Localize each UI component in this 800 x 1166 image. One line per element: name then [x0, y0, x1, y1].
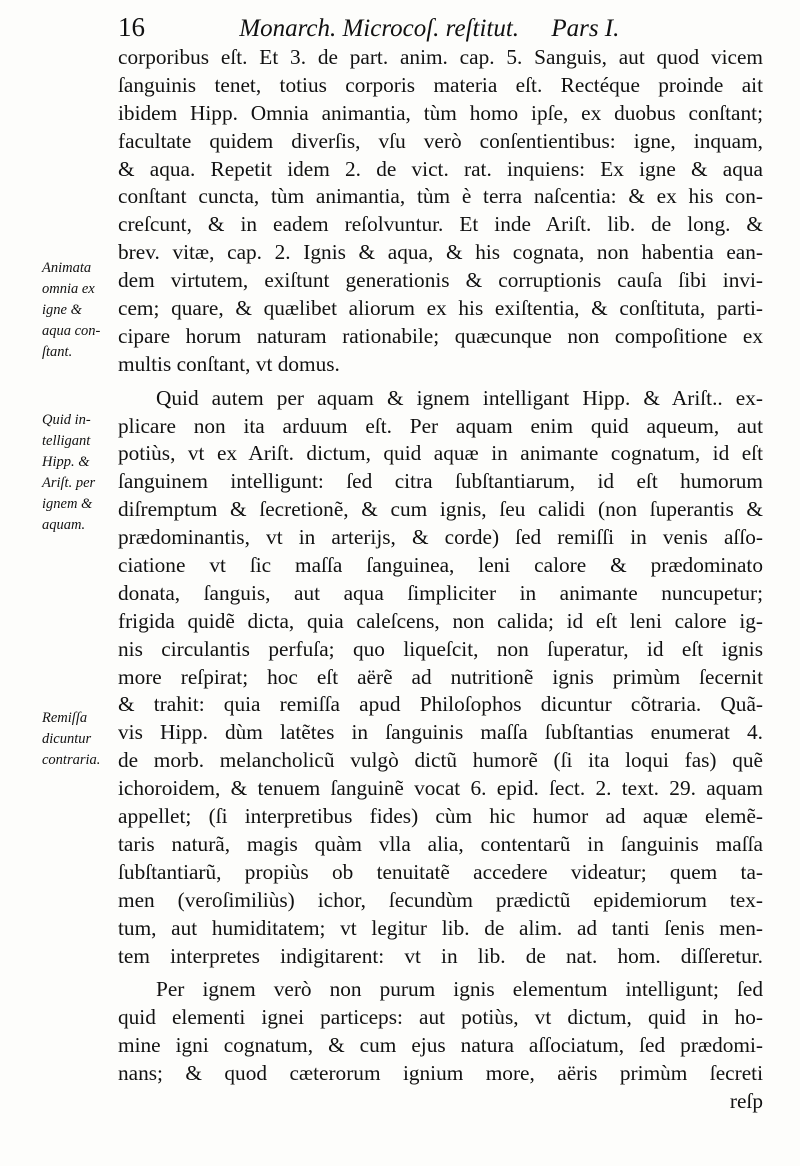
text-line: ſubſtantiarũ, propiùs ob tenuitatẽ accedere videatur; quem ta- — [118, 859, 763, 884]
text-line: conſtant cuncta, tùm animantia, tùm è terra naſcentia: & ex his con- — [118, 184, 763, 209]
text-line: more reſpirat; hoc eſt aërẽ ad nutritionẽ ignis primùm ſecernit — [118, 664, 763, 689]
text-line: donata, ſanguis, aut aqua ſimpliciter in animante nuncupetur; — [118, 580, 763, 605]
marginal-note-line: Animata — [42, 260, 92, 276]
marginal-note-line: contraria. — [42, 752, 101, 768]
text-line: ſanguinis tenet, totius corporis materia eſt. Rectéque proinde ait — [118, 72, 763, 97]
text-line: tem interpretes indigitarent: vt in lib. de nat. hom. diſſeretur. — [118, 943, 763, 968]
marginal-note-line: aquam. — [42, 517, 86, 533]
marginal-note — [42, 258, 122, 363]
text-line: ſanguinem intelligunt: ſed citra ſubſtantiarum, id eſt humorum — [118, 469, 763, 494]
paragraph-start: Per ignem verò non purum ignis elementum intelligunt; ſed — [156, 977, 763, 1002]
text-line: appellet; (ſi interpretibus fides) cùm hic humor ad aquæ elemẽ- — [118, 804, 763, 829]
marginal-note-line: ſtant. — [42, 344, 73, 360]
text-line: vis Hipp. dùm latẽtes in ſanguinis maſſa ſubſtantias enumerat 4. — [118, 720, 763, 745]
text-line: multis conſtant, vt domus. — [118, 351, 340, 376]
marginal-note-line: igne & — [42, 302, 82, 318]
text-line: & aqua. Repetit idem 2. de vict. rat. inquiens: Ex igne & aqua — [118, 156, 763, 181]
page-number: 16 — [118, 12, 145, 42]
text-line: ichoroidem, & tenuem ſanguinẽ vocat 6. epid. ſect. 2. text. 29. aquam — [118, 776, 763, 801]
main-text — [118, 44, 763, 1116]
text-line: prædominantis, vt in arterijs, & corde) ſed remiſſi in venis aſſo- — [118, 525, 763, 550]
marginal-note — [42, 708, 122, 771]
text-line: cem; quare, & quælibet aliorum ex his exiſtentia, & conſtituta, parti- — [118, 296, 763, 321]
text-line: nans; & quod cæterorum ignium more, aëris primùm ſecreti — [118, 1061, 763, 1086]
marginal-note-line: omnia ex — [42, 281, 95, 297]
marginal-note — [42, 410, 122, 536]
marginal-note-line: Quid in- — [42, 412, 91, 428]
text-line: frigida quidẽ dicta, quia caleſcens, non calida; id eſt leni calore ig- — [118, 608, 763, 633]
text-line: creſcunt, & in eadem reſolvuntur. Et inde Ariſt. lib. de long. & — [118, 212, 763, 237]
marginal-note-line: Hipp. & — [42, 454, 90, 470]
text-line: brev. vitæ, cap. 2. Ignis & aqua, & his cognata, non habentia ean- — [118, 240, 763, 265]
marginal-note-line: ignem & — [42, 496, 93, 512]
running-header — [118, 12, 758, 43]
text-line: facultate quidem diverſis, vſu verò conſentientibus: igne, inquam, — [118, 128, 763, 153]
text-line: dem virtutem, exiſtunt generationis & corruptionis cauſa ſibi invi- — [118, 268, 763, 293]
text-line: men (veroſimiliùs) ichor, ſecundùm prædictũ epidemiorum tex- — [118, 887, 763, 912]
marginal-note-line: Ariſt. per — [42, 475, 96, 491]
text-line: cipare horum naturam rationabile; quæcunque non compoſitione ex — [118, 323, 763, 348]
marginal-note-line: telligant — [42, 433, 91, 449]
text-line: diſremptum & ſecretionẽ, & cum ignis, ſeu calidi (non ſuperantis & — [118, 497, 763, 522]
text-line: taris naturã, magis quàm vlla alia, contentarũ in ſanguinis maſſa — [118, 831, 763, 856]
text-line: quid elementi ignei particeps: aut potiùs, vt dictum, quid in ho- — [118, 1005, 763, 1030]
text-line: potiùs, vt ex Ariſt. dictum, quid aquæ in animante cognatum, id eſt — [118, 441, 763, 466]
part-label: Pars I. — [551, 15, 620, 42]
paragraph-start: Quid autem per aquam & ignem intelligant Hipp. & Ariſt.. ex- — [156, 385, 763, 410]
marginal-note-line: Remiſſa — [42, 710, 88, 726]
text-line: mine igni cognatum, & cum ejus natura aſſociatum, ſed prædomi- — [118, 1033, 763, 1058]
running-title: Monarch. Microcoſ. reſtitut. — [239, 15, 520, 42]
marginal-note-line: dicuntur — [42, 731, 92, 747]
text-line: ibidem Hipp. Omnia animantia, tùm homo ipſe, ex duobus conſtant; — [118, 100, 763, 125]
text-line: nis circulantis perfuſa; quo liqueſcit, non ſuperatur, id eſt ignis — [118, 636, 763, 661]
catchword: reſp — [729, 1088, 763, 1113]
text-line: ciatione vt ſic maſſa ſanguinea, leni calore & prædominato — [118, 553, 763, 578]
text-line: tum, aut humiditatem; vt legitur lib. de alim. ad tanti ſenis men- — [118, 915, 763, 940]
text-line: plicare non ita arduum eſt. Per aquam enim quid aqueum, aut — [118, 413, 763, 438]
marginal-note-line: aqua con- — [42, 323, 101, 339]
text-line: corporibus eſt. Et 3. de part. anim. cap. 5. Sanguis, aut quod vicem — [118, 45, 763, 69]
text-line: & trahit: quia remiſſa apud Philoſophos dicuntur cõtraria. Quã- — [118, 692, 763, 717]
text-line: de morb. melancholicũ vulgò dictũ humorẽ (ſi ita loqui fas) quẽ — [118, 748, 763, 773]
